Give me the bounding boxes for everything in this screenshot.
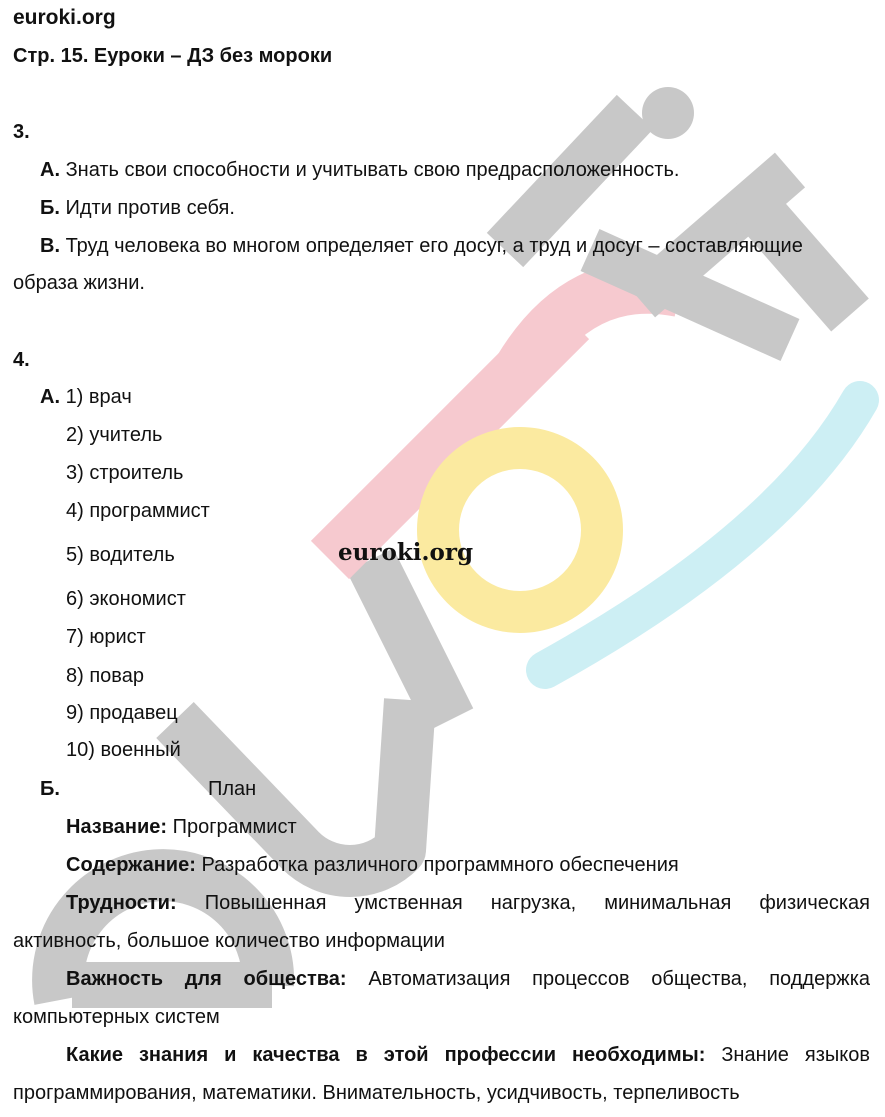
- plan-value: Повышенная умственная нагрузка, минимальная физическая: [204, 892, 871, 914]
- plan-label: Какие знания и качества в этой профессии необходимы:: [66, 1044, 706, 1066]
- answer-label: Б.: [40, 197, 60, 219]
- answer-label: А.: [40, 159, 60, 181]
- plan-knowledge-cont: программирования, математики. Внимательность, усидчивость, терпеливость: [13, 1082, 740, 1104]
- answer-label: В.: [40, 235, 60, 257]
- plan-label: Название:: [66, 816, 168, 838]
- plan-label: Важность для общества:: [66, 968, 347, 990]
- answer-label: А.: [40, 386, 60, 408]
- plan-value: Автоматизация процессов общества, поддержка: [368, 968, 871, 990]
- profession-item: 9) продавец: [66, 702, 178, 724]
- profession-item: 10) военный: [66, 739, 181, 761]
- profession-item: 6) экономист: [66, 588, 186, 610]
- profession-item: 3) строитель: [66, 462, 184, 484]
- plan-importance-cont: компьютерных систем: [13, 1006, 220, 1028]
- plan-value: Разработка различного программного обеспечения: [201, 854, 679, 876]
- task4-number: 4.: [13, 349, 30, 371]
- plan-name: [66, 815, 297, 839]
- plan-label: Трудности:: [66, 892, 177, 914]
- page-title: Стр. 15. Еуроки – ДЗ без мороки: [13, 45, 333, 67]
- task3-number: 3.: [13, 121, 30, 143]
- profession-item: 4) программист: [66, 500, 210, 522]
- site-header: euroki.org: [13, 6, 116, 29]
- task3-answer-c: [40, 234, 803, 258]
- plan-value: Программист: [172, 816, 297, 838]
- answer-text: Идти против себя.: [65, 197, 235, 219]
- plan-difficulties-cont: активность, большое количество информации: [13, 930, 445, 952]
- task3-answer-c-cont: образа жизни.: [13, 272, 145, 294]
- profession-item: 7) юрист: [66, 626, 146, 648]
- task4-answer-a: [40, 385, 132, 409]
- plan-importance: [66, 967, 870, 991]
- profession-item: 8) повар: [66, 665, 144, 687]
- plan-label: Содержание:: [66, 854, 196, 876]
- task3-answer-b: [40, 196, 235, 220]
- answer-text: Труд человека во многом определяет его досуг, а труд и досуг – составляющие: [65, 235, 803, 257]
- answer-text: Знать свои способности и учитывать свою предрасположенность.: [65, 159, 680, 181]
- plan-title: План: [208, 778, 257, 800]
- task4-answer-b-label: Б.: [40, 778, 60, 800]
- profession-item: 2) учитель: [66, 424, 163, 446]
- profession-item: 5) водитель: [66, 544, 175, 566]
- plan-difficulties: [66, 891, 870, 915]
- plan-content: [66, 853, 679, 877]
- profession-item: 1) врач: [65, 386, 132, 408]
- task3-answer-a: [40, 158, 679, 182]
- plan-value: Знание языков: [721, 1044, 870, 1066]
- watermark-site-text: euroki.org: [338, 539, 474, 566]
- plan-knowledge: [66, 1043, 870, 1067]
